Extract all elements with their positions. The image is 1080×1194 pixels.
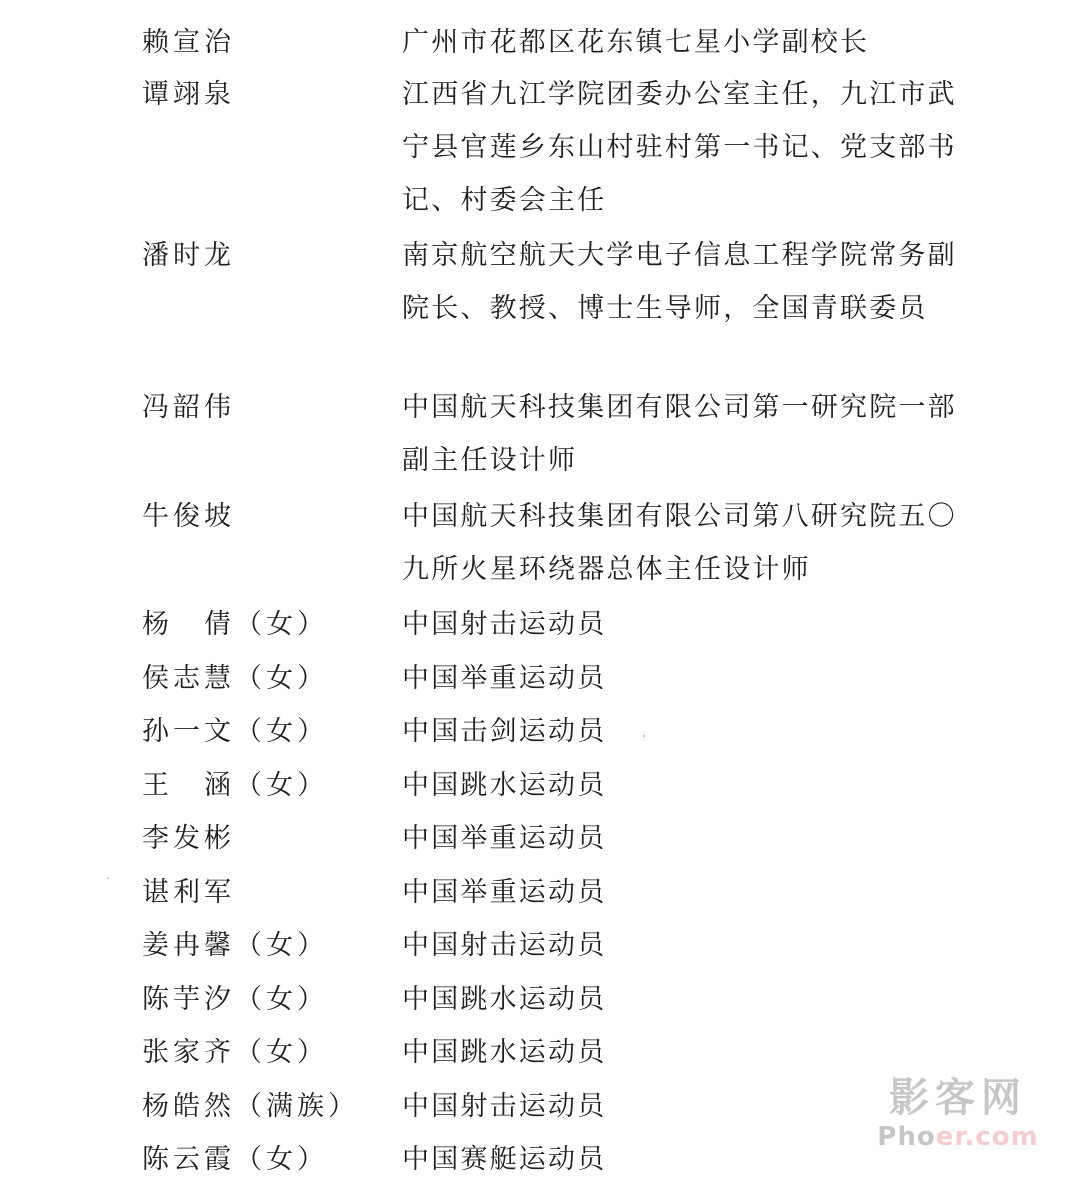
person-name: 谭翊泉 — [142, 79, 235, 110]
person-title: 中国举重运动员 — [402, 877, 607, 908]
person-title: 中国射击运动员 — [402, 1091, 607, 1122]
person-name: 谌利军 — [142, 877, 235, 908]
person-title: 中国射击运动员 — [402, 609, 607, 640]
scan-speck — [107, 877, 109, 879]
watermark-english — [868, 1122, 1048, 1152]
person-title: 南京航空航天大学电子信息工程学院常务副院长、教授、博士生导师，全国青联委员 — [402, 240, 957, 324]
watermark-chinese: 影客网 — [889, 1075, 1027, 1121]
site-watermark — [868, 1074, 1048, 1164]
watermark-english-suffix: er.com — [935, 1122, 1039, 1152]
person-name: 杨 倩（女） — [142, 609, 328, 640]
person-title: 中国击剑运动员 — [402, 716, 607, 747]
person-title: 中国跳水运动员 — [402, 984, 607, 1015]
person-name: 潘时龙 — [142, 240, 235, 271]
person-name: 杨皓然（满族） — [142, 1091, 359, 1122]
person-name: 李发彬 — [142, 823, 235, 854]
person-name: 侯志慧（女） — [142, 663, 328, 694]
watermark-english-prefix: Pho — [877, 1122, 936, 1152]
person-title: 广州市花都区花东镇七星小学副校长 — [402, 27, 870, 58]
person-name: 姜冉馨（女） — [142, 930, 328, 961]
person-name: 陈云霞（女） — [142, 1144, 328, 1175]
person-title: 中国航天科技集团有限公司第一研究院一部副主任设计师 — [402, 392, 957, 476]
person-title: 江西省九江学院团委办公室主任，九江市武宁县官莲乡东山村驻村第一书记、党支部书记、村委会主任 — [402, 79, 957, 216]
person-name: 孙一文（女） — [142, 716, 328, 747]
person-title: 中国射击运动员 — [402, 930, 607, 961]
person-title: 中国举重运动员 — [402, 663, 607, 694]
person-title: 中国赛艇运动员 — [402, 1144, 607, 1175]
person-name: 冯韶伟 — [142, 392, 235, 423]
person-name: 赖宣治 — [142, 27, 235, 58]
person-name: 牛俊坡 — [142, 501, 235, 532]
person-name: 张家齐（女） — [142, 1037, 328, 1068]
person-name: 陈芋汐（女） — [142, 984, 328, 1015]
scan-speck — [643, 735, 645, 737]
person-title: 中国航天科技集团有限公司第八研究院五〇九所火星环绕器总体主任设计师 — [402, 501, 957, 585]
person-title: 中国跳水运动员 — [402, 770, 607, 801]
person-title: 中国举重运动员 — [402, 823, 607, 854]
person-title: 中国跳水运动员 — [402, 1037, 607, 1068]
person-name: 王 涵（女） — [142, 770, 328, 801]
